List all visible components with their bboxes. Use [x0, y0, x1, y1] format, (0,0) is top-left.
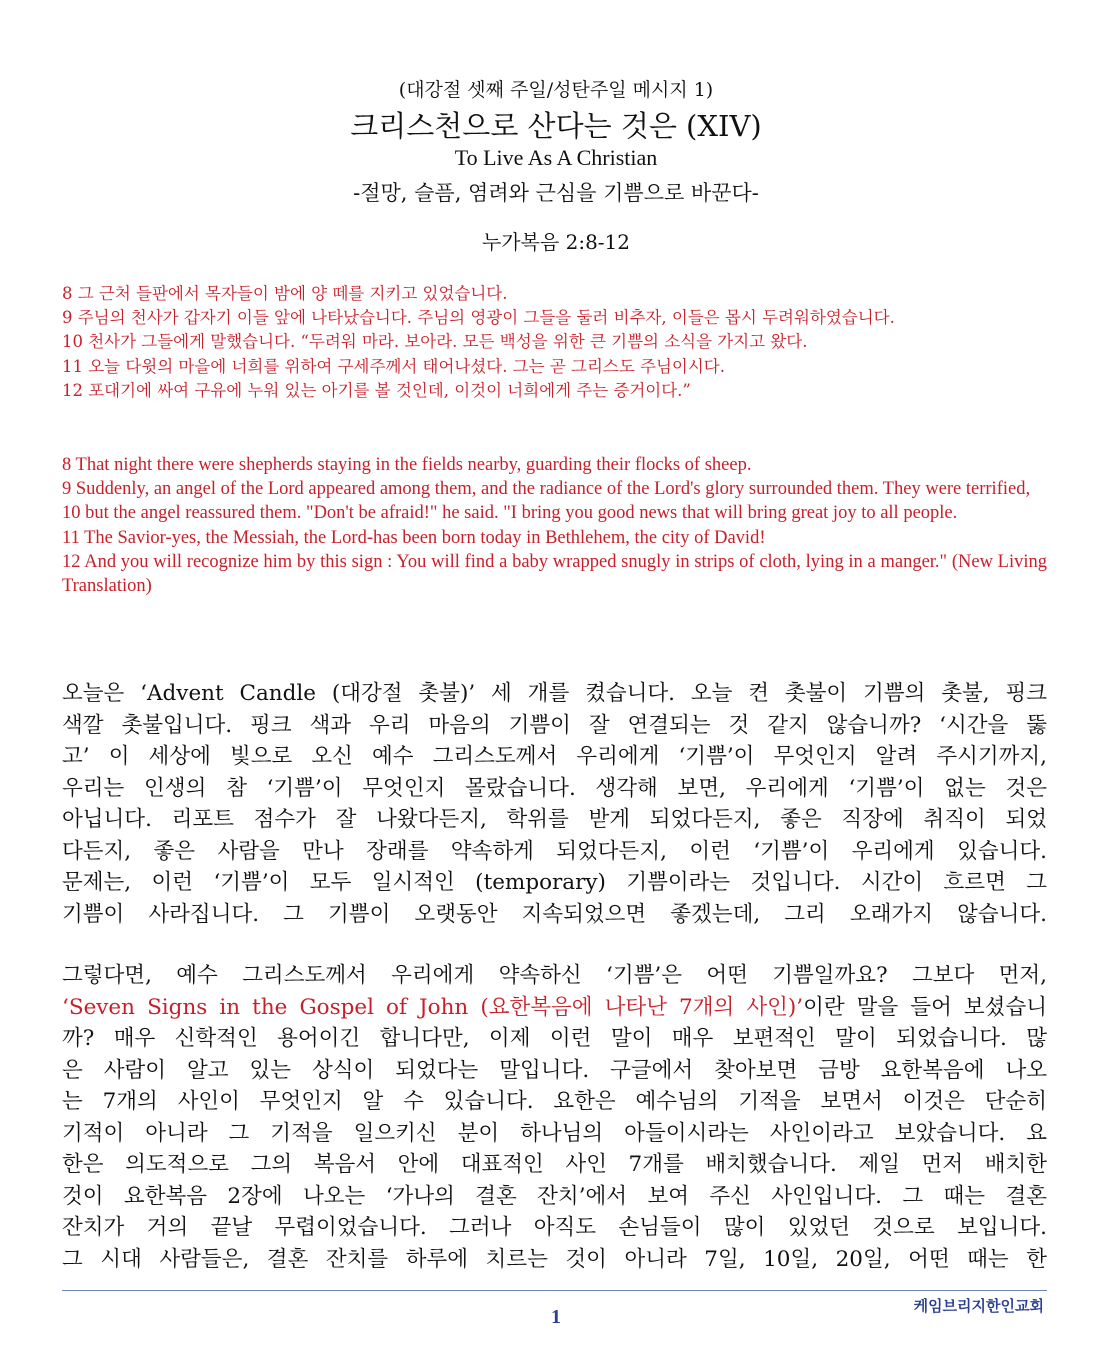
verse: 9 주님의 천사가 갑자기 이들 앞에 나타났습니다. 주님의 영광이 그들을 둘러 비추자, 이들은 몹시 두려워하였습니다. [62, 308, 895, 328]
verse: 10 but the angel reassured them. "Don't be afraid!" he said. "I bring you good news that will bring great joy to all people. [62, 503, 958, 524]
english-scripture-block [62, 453, 1047, 598]
paragraph-line: 기쁨이 사라집니다. 그 기쁨이 오랫동안 지속되었으면 좋겠는데, 그리 오래가지 않습니다. [62, 901, 1047, 927]
paragraph-line: 오늘은 ‘Advent Candle (대강절 촛불)’ 세 개를 켰습니다. 오늘 켠 촛불이 기쁨의 촛불, 핑크 [62, 681, 1047, 706]
page-title: 크리스천으로 산다는 것은 (XIV) [350, 109, 762, 143]
korean-scripture-block [62, 282, 1047, 403]
paragraph-line: 다든지, 좋은 사람을 만나 장래를 약속하게 되었다든지, 이런 ‘기쁨’이 우리에게 있습니다. [62, 838, 1047, 864]
paragraph-line: 까? 매우 신학적인 용어이긴 합니다만, 이제 이런 말이 매우 보편적인 말이 되었습니다. 많 [62, 1026, 1047, 1051]
paragraph-line: 우리는 인생의 참 ‘기쁨’이 무엇인지 몰랐습니다. 생각해 보면, 우리에게 ‘기쁨’이 없는 것은 [62, 775, 1047, 801]
verse: 12 포대기에 싸여 구유에 누워 있는 아기를 볼 것인데, 이것이 너희에게 주는 증거이다.” [62, 380, 691, 400]
verse: 8 That night there were shepherds staying in the fields nearby, guarding their flocks of sheep. [62, 455, 752, 475]
verse: 12 And you will recognize him by this sign : You will find a baby wrapped snugly in strips of cloth, lying in a manger." (New Living Translation) [62, 551, 1047, 597]
paragraph-line: 한은 의도적으로 그의 복음서 안에 대표적인 사인 7개를 배치했습니다. 제일 먼저 배치한 [62, 1152, 1047, 1177]
verse: 10 천사가 그들에게 말했습니다. “두려워 마라. 보아라. 모든 백성을 위한 큰 기쁨의 소식을 가지고 왔다. [62, 332, 808, 352]
verse: 9 Suddenly, an angel of the Lord appeared among them, and the radiance of the Lord's glory surrounded them. They were terrified, [62, 479, 1031, 500]
paragraph-line: 은 사람이 알고 있는 상식이 되었다는 말입니다. 구글에서 찾아보면 금방 요한복음에 나오 [62, 1057, 1047, 1083]
paragraph-line: 아닙니다. 리포트 점수가 잘 나왔다든지, 학위를 받게 되었다든지, 좋은 직장에 취직이 되었 [62, 807, 1047, 832]
paragraph-line: 그렇다면, 예수 그리스도께서 우리에게 약속하신 ‘기쁨’은 어떤 기쁨일까요? 그보다 먼저, [62, 963, 1047, 988]
paragraph-line: 는 7개의 사인이 무엇인지 알 수 있습니다. 요한은 예수님의 기적을 보면서 이것은 단순히 [62, 1089, 1047, 1114]
body-paragraph [62, 960, 1047, 1275]
scripture-reference: 누가복음 2:8-12 [481, 230, 631, 254]
verse: 11 The Savior-yes, the Messiah, the Lord-has been born today in Bethlehem, the city of David! [62, 527, 766, 548]
church-name: 케임브리지한인교회 [913, 1297, 1044, 1315]
paragraph-line: 잔치가 거의 끝날 무렵이었습니다. 그러나 아직도 손님들이 많이 있었던 것으로 보입니다. [62, 1215, 1047, 1240]
paragraph-line: 고’ 이 세상에 빛으로 오신 예수 그리스도께서 우리에게 ‘기쁨’이 무엇인지 알려 주시기까지, [62, 744, 1047, 769]
sermon-theme: -절망, 슬픔, 염려와 근심을 기쁨으로 바꾼다- [353, 181, 759, 205]
body-paragraph [62, 678, 1047, 930]
paragraph-line: 그 시대 사람들은, 결혼 잔치를 하루에 치르는 것이 아니라 7일, 10일, 20일, 어떤 때는 한 [62, 1246, 1047, 1272]
english-title: To Live As A Christian [454, 145, 658, 170]
footer-divider [62, 1290, 1047, 1291]
message-subtitle: (대강절 셋째 주일/성탄주일 메시지 1) [398, 79, 714, 101]
paragraph-line: 기적이 아니라 그 기적을 일으키신 분이 하나님의 아들이시라는 사인이라고 보았습니다. 요 [62, 1120, 1047, 1146]
paragraph-line: 문제는, 이런 ‘기쁨’이 모두 일시적인 (temporary) 기쁨이라는 것입니다. 시간이 흐르면 그 [62, 870, 1047, 895]
page-number: 1 [551, 1306, 561, 1328]
verse: 8 그 근처 들판에서 목자들이 밤에 양 떼를 지키고 있었습니다. [62, 284, 508, 303]
paragraph-line: 것이 요한복음 2장에 나오는 ‘가나의 결혼 잔치’에서 보여 주신 사인입니다. 그 때는 결혼 [62, 1183, 1047, 1209]
paragraph-line: 색깔 촛불입니다. 핑크 색과 우리 마음의 기쁨이 잘 연결되는 것 같지 않습니까? ‘시간을 뚫 [62, 712, 1047, 738]
highlighted-phrase: ‘Seven Signs in the Gospel of John (요한복음에 나타난 7개의 사인)’ [62, 994, 804, 1020]
paragraph-line [62, 992, 1047, 1024]
verse: 11 오늘 다윗의 마을에 너희를 위하여 구세주께서 태어나셨다. 그는 곧 그리스도 주님이시다. [62, 356, 725, 376]
paragraph-text: 이란 말을 들어 보셨습니 [803, 994, 1047, 1020]
